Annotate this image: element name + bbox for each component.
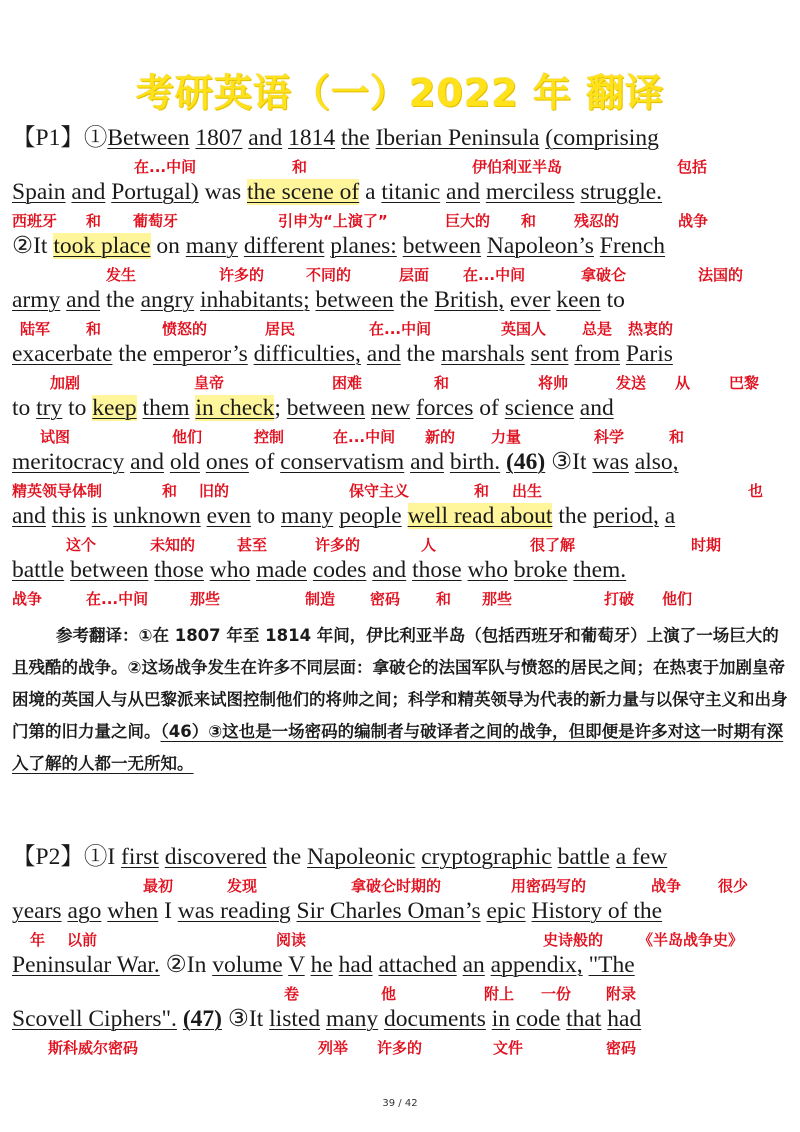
vocab-word: planes:: [330, 233, 397, 259]
vocab-word: appendix,: [490, 952, 583, 978]
chinese-gloss: 和: [86, 212, 102, 230]
p1-gloss-line: [0, 210, 800, 232]
chinese-gloss: 在...中间: [333, 428, 396, 446]
chinese-gloss: 年: [30, 931, 46, 949]
vocab-word: exacerbate: [12, 341, 113, 367]
vocab-word: Sir Charles Oman’s: [296, 898, 481, 924]
chinese-gloss: 巨大的: [445, 212, 491, 230]
vocab-word: battle: [557, 844, 610, 870]
chinese-gloss: 拿破仑: [581, 266, 627, 284]
text-fragment: of: [473, 395, 505, 421]
vocab-word: had: [338, 952, 373, 978]
vocab-word: sent: [530, 341, 569, 367]
vocab-word: was reading: [177, 898, 291, 924]
text-fragment: to: [12, 395, 37, 421]
vocab-word: Peninsular War.: [12, 952, 160, 978]
page-title: 考研英语（一）2022 年 翻译: [135, 71, 665, 115]
vocab-word: the: [340, 125, 370, 151]
chinese-gloss: 发现: [227, 877, 258, 895]
chinese-gloss: 战争: [678, 212, 709, 230]
vocab-word: in: [491, 1006, 511, 1032]
p1-english-line: [12, 178, 792, 206]
vocab-word: army: [12, 287, 61, 313]
chinese-gloss: 热衷的: [628, 320, 674, 338]
chinese-gloss: 和: [521, 212, 537, 230]
chinese-gloss: 精英领导体制: [12, 482, 103, 500]
vocab-word: ones: [205, 449, 249, 475]
vocab-word: listed: [269, 1006, 321, 1032]
text-fragment: I: [158, 898, 178, 924]
chinese-gloss: 一份: [541, 985, 572, 1003]
vocab-word: Napoleon’s: [486, 233, 594, 259]
vocab-word: also,: [634, 449, 679, 475]
vocab-word: period,: [592, 503, 659, 529]
text-fragment: to: [600, 287, 625, 313]
chinese-gloss: 在...中间: [369, 320, 432, 338]
chinese-gloss: 法国的: [698, 266, 744, 284]
p1-gloss-line: [0, 534, 800, 556]
vocab-word: is: [91, 503, 108, 529]
chinese-gloss: 他们: [662, 590, 693, 608]
chinese-gloss: 甚至: [237, 536, 268, 554]
chinese-gloss: 时期: [691, 536, 722, 554]
vocab-word: code: [515, 1006, 561, 1032]
text-fragment: the: [552, 503, 593, 529]
page-number: 39 / 42: [382, 1098, 418, 1109]
chinese-gloss: 和: [474, 482, 490, 500]
chinese-gloss: 以前: [67, 931, 98, 949]
text-fragment: the: [112, 341, 153, 367]
p1-english-line: [12, 448, 792, 476]
vocab-word: Portugal): [111, 179, 199, 205]
chinese-gloss: 发送: [616, 374, 647, 392]
chinese-gloss: 制造: [305, 590, 336, 608]
chinese-gloss: 在...中间: [86, 590, 149, 608]
chinese-gloss: 发生: [106, 266, 137, 284]
vocab-word: even: [206, 503, 251, 529]
chinese-gloss: 战争: [651, 877, 682, 895]
chinese-gloss: 力量: [491, 428, 522, 446]
chinese-gloss: 附录: [606, 985, 637, 1003]
p1-english-line: [12, 286, 792, 314]
vocab-word: titanic: [381, 179, 441, 205]
vocab-word: "The: [588, 952, 635, 978]
text-fragment: a: [359, 179, 382, 205]
vocab-word: had: [607, 1006, 642, 1032]
chinese-gloss: 史诗般的: [543, 931, 604, 949]
vocab-word: (46): [506, 449, 546, 475]
vocab-word: new: [370, 395, 411, 421]
vocab-word: cryptographic: [421, 844, 552, 870]
text-fragment: ③It: [545, 449, 593, 475]
vocab-word: (comprising: [545, 125, 659, 151]
vocab-word: and: [410, 449, 445, 475]
vocab-word: battle: [12, 557, 65, 583]
reference-translation: [12, 620, 788, 780]
p1-english-line: [12, 232, 792, 260]
p1-gloss-line: [0, 372, 800, 394]
text-fragment: ;: [274, 395, 287, 421]
vocab-word: and: [248, 125, 283, 151]
p1-english-line: [12, 394, 792, 422]
chinese-gloss: 阅读: [276, 931, 307, 949]
vocab-word: documents: [384, 1006, 486, 1032]
chinese-gloss: 引申为“上演了”: [278, 212, 388, 230]
vocab-word: those: [154, 557, 204, 583]
vocab-word: Iberian Peninsula: [375, 125, 540, 151]
vocab-word: British,: [434, 287, 505, 313]
vocab-word: inhabitants;: [199, 287, 310, 313]
chinese-gloss: 英国人: [501, 320, 547, 338]
highlighted-phrase: well read about: [407, 503, 553, 529]
chinese-gloss: 那些: [190, 590, 221, 608]
vocab-word: and: [71, 179, 106, 205]
chinese-gloss: 出生: [512, 482, 543, 500]
chinese-gloss: 将帅: [538, 374, 569, 392]
vocab-word: birth.: [449, 449, 501, 475]
vocab-word: conservatism: [280, 449, 405, 475]
p1-gloss-line: [0, 426, 800, 448]
chinese-gloss: 密码: [606, 1039, 637, 1057]
p1-gloss-line: [0, 588, 800, 610]
p1-gloss-line: [0, 264, 800, 286]
text-fragment: 【P1】①: [12, 125, 108, 151]
chinese-gloss: 很了解: [530, 536, 576, 554]
chinese-gloss: 居民: [265, 320, 296, 338]
chinese-gloss: 用密码写的: [511, 877, 587, 895]
p1-gloss-line: [0, 480, 800, 502]
chinese-gloss: 斯科威尔密码: [48, 1039, 139, 1057]
vocab-word: and: [579, 395, 614, 421]
highlighted-phrase: took place: [53, 233, 151, 259]
vocab-word: a: [664, 503, 676, 529]
vocab-word: Napoleonic: [307, 844, 416, 870]
chinese-gloss: 这个: [66, 536, 97, 554]
chinese-gloss: 人: [421, 536, 437, 554]
p2-english-line: [12, 843, 792, 871]
vocab-word: and: [446, 179, 480, 205]
vocab-word: those: [412, 557, 462, 583]
vocab-word: this: [51, 503, 86, 529]
chinese-gloss: 和: [86, 320, 102, 338]
chinese-gloss: 附上: [484, 985, 515, 1003]
vocab-word: between: [402, 233, 481, 259]
text-fragment: ②It: [12, 233, 54, 259]
chinese-gloss: 很少: [718, 877, 749, 895]
p2-gloss-line: [0, 983, 800, 1005]
vocab-word: attached: [378, 952, 457, 978]
p1-gloss-line: [0, 318, 800, 340]
text-fragment: to: [62, 395, 93, 421]
vocab-word: years: [12, 898, 62, 924]
chinese-gloss: 打破: [604, 590, 635, 608]
vocab-word: V: [288, 952, 305, 978]
vocab-word: old: [169, 449, 200, 475]
text-fragment: ②In: [159, 952, 213, 978]
chinese-gloss: 加剧: [50, 374, 81, 392]
vocab-word: and: [66, 287, 101, 313]
text-fragment: the: [266, 844, 308, 870]
chinese-gloss: 总是: [582, 320, 613, 338]
vocab-word: volume: [212, 952, 283, 978]
vocab-word: try: [36, 395, 63, 421]
chinese-gloss: 许多的: [377, 1039, 423, 1057]
chinese-gloss: 层面: [399, 266, 430, 284]
chinese-gloss: 试图: [40, 428, 71, 446]
vocab-word: was: [592, 449, 629, 475]
vocab-word: epic: [486, 898, 526, 924]
vocab-word: he: [310, 952, 333, 978]
chinese-gloss: 和: [669, 428, 685, 446]
chinese-gloss: 残忍的: [574, 212, 620, 230]
chinese-gloss: 《半岛战争史》: [638, 931, 744, 949]
chinese-gloss: 那些: [482, 590, 513, 608]
vocab-word: French: [599, 233, 666, 259]
vocab-word: broke: [513, 557, 568, 583]
chinese-gloss: 许多的: [315, 536, 361, 554]
vocab-word: Scovell Ciphers".: [12, 1006, 177, 1032]
vocab-word: and: [12, 503, 46, 529]
vocab-word: ago: [67, 898, 102, 924]
p1-english-line: [12, 340, 792, 368]
vocab-word: keen: [556, 287, 601, 313]
highlighted-phrase: the scene of: [246, 179, 360, 205]
chinese-gloss: 卷: [284, 985, 300, 1003]
vocab-word: and: [366, 341, 401, 367]
chinese-gloss: 皇帝: [194, 374, 225, 392]
reference-text: ①在 1807 年至 1814 年间，伊比利亚半岛（包括西班牙和葡萄牙）上演了一场巨大的且残酷的战争。②这场战争发生在许多不同层面：拿破仑的法国军队与愤怒的居民之间；在热衷于加剧皇帝困境的英国人与从巴黎派来试图控制他们的将帅之间；科学和精英领导为代表的新力量与以保守主义和出身门第的旧力量之间。: [12, 626, 788, 741]
chinese-gloss: 不同的: [306, 266, 352, 284]
vocab-word: Paris: [625, 341, 673, 367]
vocab-word: unknown: [113, 503, 201, 529]
chinese-gloss: 在...中间: [134, 158, 197, 176]
vocab-word: Spain: [12, 179, 66, 205]
vocab-word: between: [315, 287, 394, 313]
vocab-word: who: [209, 557, 251, 583]
vocab-word: different: [243, 233, 325, 259]
vocab-word: people: [339, 503, 402, 529]
vocab-word: ever: [510, 287, 551, 313]
vocab-word: struggle.: [580, 179, 663, 205]
vocab-word: (47): [182, 1006, 222, 1032]
chinese-gloss: 保守主义: [349, 482, 410, 500]
p1-gloss-line: [0, 156, 800, 178]
text-fragment: the: [393, 287, 435, 313]
chinese-gloss: 许多的: [219, 266, 265, 284]
vocab-word: and: [130, 449, 165, 475]
highlighted-phrase: keep: [92, 395, 137, 421]
reference-text-46: （46）③这也是一场密码的编制者与破译者之间的战争，但即便是许多对这一时期有深入了解的人都一无所知。: [12, 722, 784, 773]
chinese-gloss: 他们: [172, 428, 203, 446]
chinese-gloss: 和: [292, 158, 308, 176]
chinese-gloss: 困难: [332, 374, 363, 392]
chinese-gloss: 从: [675, 374, 691, 392]
text-fragment: to: [250, 503, 281, 529]
chinese-gloss: 控制: [254, 428, 285, 446]
p1-english-line: [12, 502, 792, 530]
text-fragment: was: [198, 179, 247, 205]
chinese-gloss: 伊伯利亚半岛: [472, 158, 563, 176]
chinese-gloss: 西班牙: [12, 212, 58, 230]
vocab-word: first: [121, 844, 159, 870]
text-fragment: the: [100, 287, 141, 313]
vocab-word: them.: [573, 557, 627, 583]
vocab-word: 1807: [195, 125, 243, 151]
chinese-gloss: 拿破仑时期的: [351, 877, 442, 895]
vocab-word: many: [185, 233, 239, 259]
vocab-word: science: [504, 395, 574, 421]
vocab-word: meritocracy: [12, 449, 125, 475]
chinese-gloss: 战争: [12, 590, 43, 608]
vocab-word: emperor’s: [152, 341, 248, 367]
vocab-word: a few: [615, 844, 668, 870]
text-fragment: [402, 503, 408, 529]
vocab-word: an: [462, 952, 485, 978]
chinese-gloss: 和: [162, 482, 178, 500]
p2-english-line: [12, 897, 792, 925]
vocab-word: codes: [312, 557, 367, 583]
vocab-word: discovered: [164, 844, 267, 870]
chinese-gloss: 列举: [318, 1039, 349, 1057]
vocab-word: made: [256, 557, 307, 583]
vocab-word: Between: [107, 125, 190, 151]
vocab-word: forces: [415, 395, 474, 421]
chinese-gloss: 愤怒的: [162, 320, 208, 338]
p2-gloss-line: [0, 1037, 800, 1059]
vocab-word: merciless: [485, 179, 575, 205]
text-fragment: the: [400, 341, 442, 367]
chinese-gloss: 他: [381, 985, 397, 1003]
p2-english-line: [12, 1005, 792, 1033]
vocab-word: many: [280, 503, 334, 529]
chinese-gloss: 密码: [370, 590, 401, 608]
p2-english-line: [12, 951, 792, 979]
chinese-gloss: 巴黎: [729, 374, 760, 392]
highlighted-phrase: in check: [195, 395, 275, 421]
vocab-word: between: [70, 557, 149, 583]
reference-label: 参考翻译：: [56, 626, 139, 645]
chinese-gloss: 科学: [594, 428, 625, 446]
chinese-gloss: 和: [434, 374, 450, 392]
chinese-gloss: 旧的: [199, 482, 230, 500]
vocab-word: that: [566, 1006, 602, 1032]
chinese-gloss: 葡萄牙: [133, 212, 179, 230]
chinese-gloss: 最初: [143, 877, 174, 895]
vocab-word: difficulties,: [253, 341, 361, 367]
vocab-word: who: [467, 557, 509, 583]
vocab-word: when: [107, 898, 159, 924]
chinese-gloss: 包括: [677, 158, 708, 176]
chinese-gloss: 陆军: [20, 320, 51, 338]
vocab-word: History of the: [531, 898, 663, 924]
chinese-gloss: 文件: [493, 1039, 524, 1057]
p2-gloss-line: [0, 875, 800, 897]
p1-english-line: [12, 124, 792, 152]
chinese-gloss: 在...中间: [463, 266, 526, 284]
chinese-gloss: 和: [436, 590, 452, 608]
vocab-word: angry: [140, 287, 195, 313]
vocab-word: and: [372, 557, 407, 583]
p1-english-line: [12, 556, 792, 584]
text-fragment: ③It: [221, 1006, 270, 1032]
chinese-gloss: 也: [748, 482, 764, 500]
vocab-word: many: [325, 1006, 379, 1032]
vocab-word: from: [574, 341, 621, 367]
vocab-word: marshals: [441, 341, 525, 367]
vocab-word: 1814: [288, 125, 336, 151]
vocab-word: between: [286, 395, 366, 421]
vocab-word: them: [142, 395, 190, 421]
chinese-gloss: 未知的: [150, 536, 196, 554]
text-fragment: on: [150, 233, 186, 259]
p2-gloss-line: [0, 929, 800, 951]
chinese-gloss: 新的: [425, 428, 456, 446]
text-fragment: of: [248, 449, 281, 475]
text-fragment: 【P2】①I: [12, 844, 122, 870]
